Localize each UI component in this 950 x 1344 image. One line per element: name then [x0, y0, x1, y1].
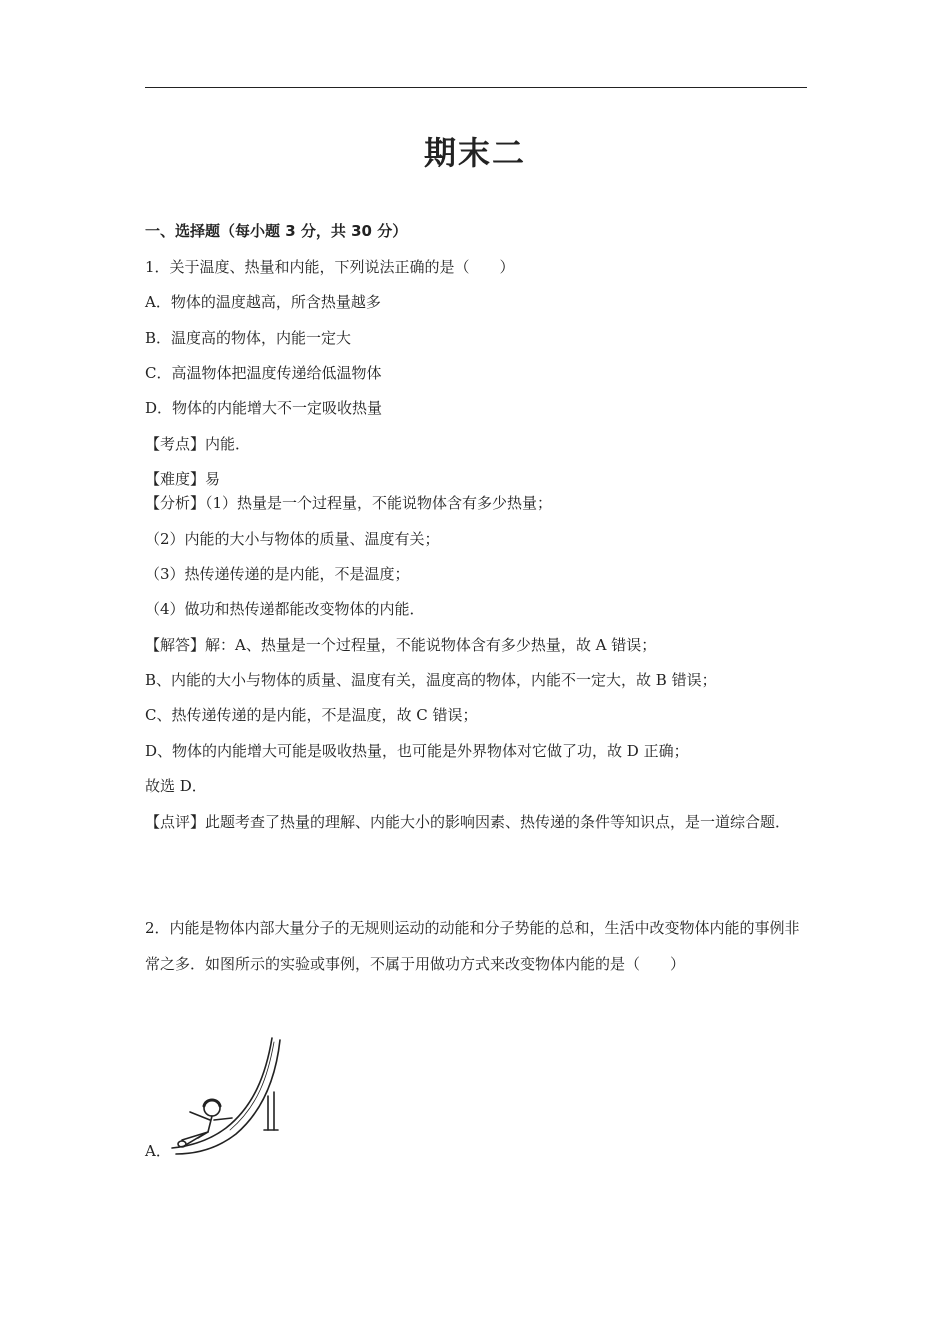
q1-kaodian: 【考点】内能．: [145, 435, 251, 453]
q1-option-d: D．物体的内能增大不一定吸收热量: [145, 399, 383, 417]
q1-fenxi-1: 【分析】（1）热量是一个过程量，不能说物体含有多少热量；: [145, 494, 553, 512]
q1-fenxi-4: （4）做功和热传递都能改变物体的内能．: [145, 600, 425, 618]
q1-option-a: A．物体的温度越高，所含热量越多: [145, 293, 381, 311]
q1-nandu: 【难度】易: [145, 470, 221, 488]
q1-jieda-5: 故选 D．: [145, 777, 207, 795]
q1-jieda-1: 【解答】解：A、热量是一个过程量，不能说物体含有多少热量，故 A 错误；: [145, 636, 657, 654]
q1-fenxi-3: （3）热传递传递的是内能，不是温度；: [145, 565, 410, 583]
slide-illustration: [168, 1036, 284, 1156]
q1-option-c: C．高温物体把温度传递给低温物体: [145, 364, 382, 382]
q1-jieda-3: C、热传递传递的是内能，不是温度，故 C 错误；: [145, 706, 478, 724]
q1-option-b: B．温度高的物体，内能一定大: [145, 329, 352, 347]
q1-jieda-2: B、内能的大小与物体的质量、温度有关，温度高的物体，内能不一定大，故 B 错误；: [145, 671, 717, 689]
section-heading: 一、选择题（每小题 3 分，共 30 分）: [145, 222, 408, 240]
page-title: 期末二: [423, 134, 526, 172]
q1-fenxi-2: （2）内能的大小与物体的质量、温度有关；: [145, 530, 440, 548]
q1-stem: 1．关于温度、热量和内能，下列说法正确的是（ ）: [145, 258, 515, 276]
q1-jieda-4: D、物体的内能增大可能是吸收热量，也可能是外界物体对它做了功，故 D 正确；: [145, 742, 689, 760]
header-rule: [145, 87, 807, 88]
q1-dianping: 【点评】此题考查了热量的理解、内能大小的影响因素、热传递的条件等知识点，是一道综合题．: [145, 813, 791, 831]
q2-stem: 2．内能是物体内部大量分子的无规则运动的动能和分子势能的总和，生活中改变物体内能的事例非常之多．如图所示的实验或事例，不属于用做功方式来改变物体内能的是（ ）: [145, 919, 800, 973]
q2-option-a-label: A．: [145, 1142, 171, 1160]
